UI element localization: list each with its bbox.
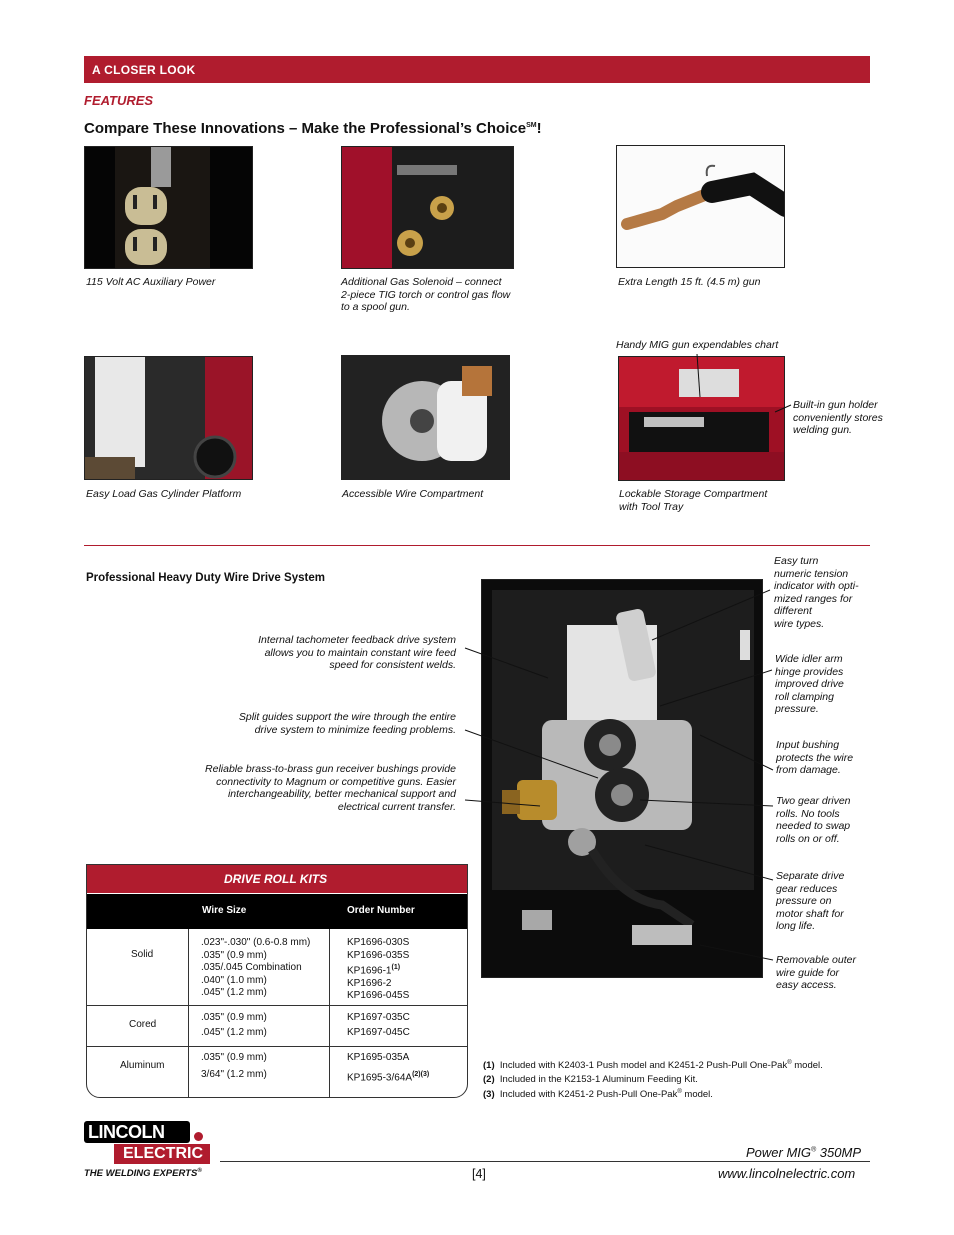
footnote-2: (2) Included in the K2153-1 Aluminum Feeding Kit. — [483, 1073, 698, 1085]
wire-compartment-illustration — [342, 356, 510, 480]
aluminum-sizes: .035" (0.9 mm) 3/64" (1.2 mm) — [201, 1052, 267, 1080]
header-order-number: Order Number — [347, 905, 415, 916]
callout-brass-bushings: Reliable brass-to-brass gun receiver bushings provide connectivity to Magnum or competitive guns. Easier interchangeability, better mechanical support and electrical current transfer. — [205, 763, 456, 813]
table-header — [87, 894, 467, 929]
footer-rule — [220, 1161, 870, 1162]
solid-order-numbers: KP1696-030S KP1696-035S KP1696-1$^{(1)}$ KP1696-2 KP1696-045S — [347, 937, 410, 1002]
row-type-aluminum: Aluminum — [120, 1060, 165, 1071]
caption-expendables-chart: Handy MIG gun expendables chart — [616, 339, 779, 351]
callout-tension-indicator: Easy turn numeric tension indicator with opti- mized ranges for different wire types. — [774, 555, 859, 630]
banner-label: A CLOSER LOOK — [92, 63, 196, 77]
product-name: Power MIG® 350MP — [746, 1145, 861, 1160]
photo-aux-power — [84, 146, 253, 269]
outlet-illustration — [85, 147, 253, 269]
cored-order-numbers: KP1697-035C KP1697-045C — [347, 1012, 410, 1038]
callout-drive-gear: Separate drive gear reduces pressure on motor shaft for long life. — [776, 870, 845, 932]
logo-dot — [194, 1132, 203, 1141]
logo-electric: ELECTRIC — [114, 1144, 210, 1164]
cylinder-platform-illustration — [85, 357, 253, 480]
storage-compartment-illustration — [619, 357, 785, 481]
mig-gun-illustration — [617, 146, 785, 268]
solid-sizes: .023"-.030" (0.6-0.8 mm) .035" (0.9 mm) .035/.045 Combination .040" (1.0 mm) .045" (1.2 mm) — [201, 937, 311, 998]
photo-wire-drive — [481, 579, 763, 978]
caption-storage-compartment: Lockable Storage Compartment with Tool Tray — [619, 488, 768, 513]
aluminum-order-numbers: KP1695-035A $KP1695-3/64A^{(2)(3)}$ — [347, 1052, 430, 1083]
page-headline: Compare These Innovations – Make the Professional’s Choice℠! — [84, 120, 542, 137]
cored-sizes: .035" (0.9 mm) .045" (1.2 mm) — [201, 1012, 267, 1038]
caption-aux-power: 115 Volt AC Auxiliary Power — [86, 276, 216, 288]
website-link[interactable]: www.lincolnelectric.com — [718, 1166, 856, 1181]
caption-extra-length-gun: Extra Length 15 ft. (4.5 m) gun — [618, 276, 761, 288]
features-label: FEATURES — [84, 93, 154, 108]
caption-wire-compartment: Accessible Wire Compartment — [342, 488, 484, 500]
callout-tachometer: Internal tachometer feedback drive system allows you to maintain constant wire feed speed for consistent welds. — [258, 634, 456, 671]
wire-drive-illustration — [482, 580, 763, 978]
callout-outer-guide: Removable outer wire guide for easy access. — [776, 954, 856, 991]
footnotes — [483, 1057, 823, 1102]
caption-gun-holder: Built-in gun holder conveniently stores welding gun. — [793, 399, 883, 436]
drive-roll-kits-table — [86, 864, 468, 1098]
footnote-3: (3) Included with K2451-2 Push-Pull One-Pak® model. — [483, 1089, 713, 1101]
footnote-1: (1) Included with K2403-1 Push model and K2451-2 Push-Pull One-Pak® model. — [483, 1060, 823, 1072]
wire-drive-title: Professional Heavy Duty Wire Drive System — [86, 572, 325, 584]
page-number: [4] — [472, 1167, 486, 1181]
photo-extra-length-gun — [616, 145, 785, 268]
table-title: DRIVE ROLL KITS — [87, 865, 467, 893]
row-type-cored: Cored — [129, 1019, 157, 1030]
tagline: THE WELDING EXPERTS® — [84, 1168, 202, 1180]
section-banner — [84, 56, 870, 83]
photo-gas-solenoid — [341, 146, 514, 269]
photo-wire-compartment — [341, 355, 510, 480]
callout-gear-rolls: Two gear driven rolls. No tools needed to swap rolls on or off. — [776, 795, 851, 845]
row-type-solid: Solid — [131, 949, 154, 960]
header-wire-size: Wire Size — [202, 905, 247, 916]
gas-solenoid-illustration — [342, 147, 514, 269]
callout-idler-arm: Wide idler arm hinge provides improved drive roll clamping pressure. — [775, 653, 844, 715]
caption-cylinder-platform: Easy Load Gas Cylinder Platform — [86, 488, 242, 500]
photo-gas-cylinder-platform — [84, 356, 253, 480]
callout-input-bushing: Input bushing protects the wire from damage. — [776, 739, 854, 776]
caption-gas-solenoid: Additional Gas Solenoid – connect 2-piece TIG torch or control gas flow to a spool gun. — [341, 276, 511, 313]
logo-lincoln: LINCOLN — [84, 1121, 190, 1143]
callout-split-guides: Split guides support the wire through the entire drive system to minimize feeding problems. — [238, 711, 456, 736]
section-divider — [84, 545, 870, 546]
photo-storage-compartment — [618, 356, 785, 481]
